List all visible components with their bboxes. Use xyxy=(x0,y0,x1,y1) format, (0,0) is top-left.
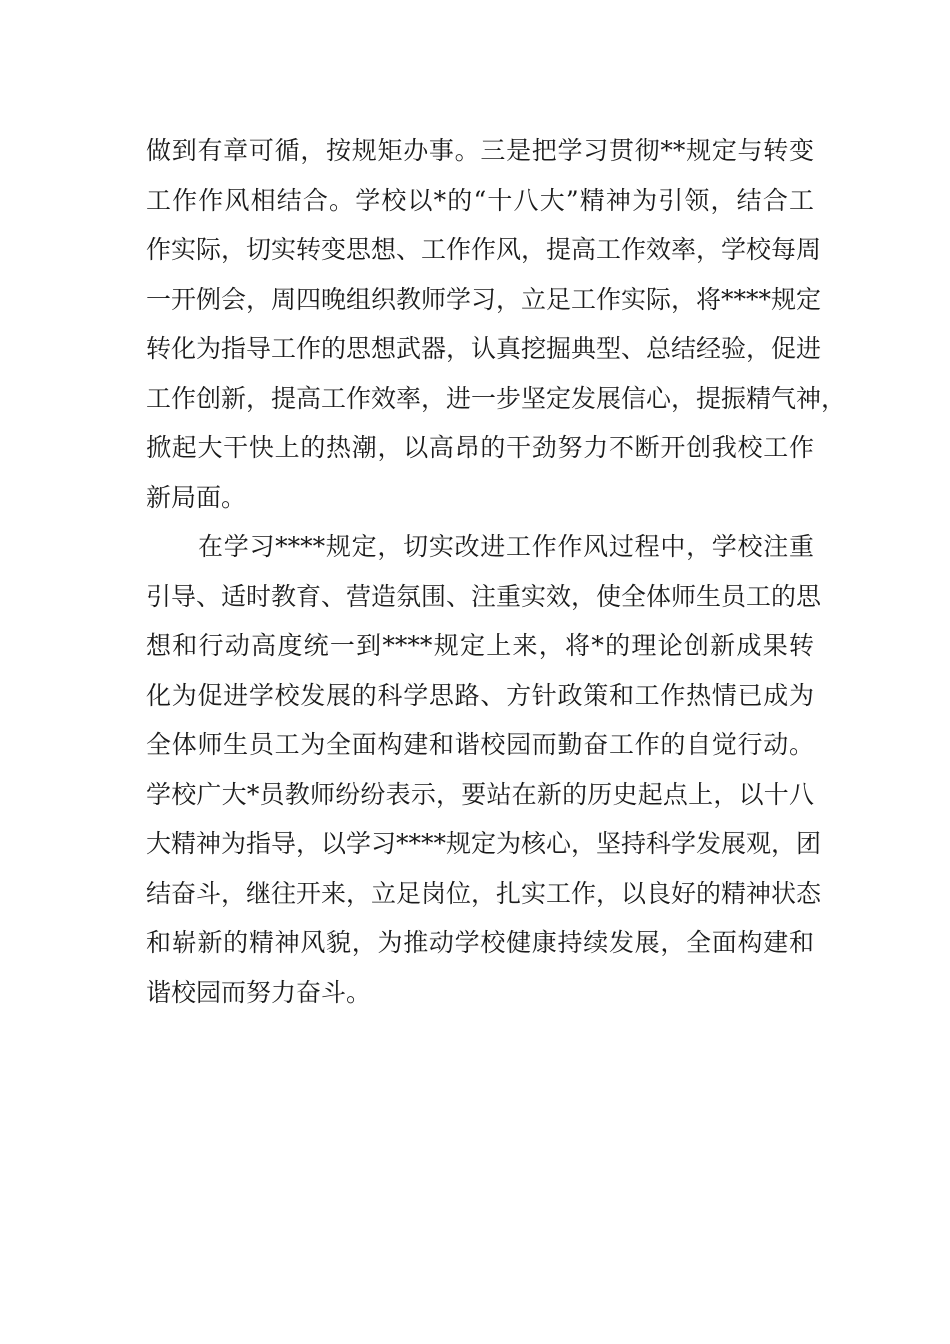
paragraph-line: 工作创新，提高工作效率，进一步坚定发展信心，提振精气神， xyxy=(146,383,847,413)
paragraph-line: 掀起大干快上的热潮，以高昂的干劲努力不断开创我校工作 xyxy=(146,433,814,462)
paragraph-line: 工作作风相结合。学校以*的“十八大”精神为引领，结合工 xyxy=(146,185,814,215)
paragraph-2 xyxy=(146,522,822,1017)
paragraph-line: 转化为指导工作的思想武器，认真挖掘典型、总结经验，促进 xyxy=(146,334,822,363)
paragraph-line: 引导、适时教育、营造氛围、注重实效，使全体师生员工的思 xyxy=(146,581,822,611)
paragraph-line: 谐校园而努力奋斗。 xyxy=(146,977,372,1007)
paragraph-line: 在学习****规定，切实改进工作作风过程中，学校注重 xyxy=(198,532,814,561)
paragraph-line: 大精神为指导，以学习****规定为核心，坚持科学发展观，团 xyxy=(146,829,822,858)
paragraph-line: 和崭新的精神风貌，为推动学校健康持续发展，全面构建和 xyxy=(146,928,814,957)
paragraph-line: 做到有章可循，按规矩办事。三是把学习贯彻**规定与转变 xyxy=(146,136,814,165)
paragraph-line: 化为促进学校发展的科学思路、方针政策和工作热情已成为 xyxy=(146,680,814,710)
paragraph-line: 全体师生员工为全面构建和谐校园而勤奋工作的自觉行动。 xyxy=(146,730,814,759)
document-body xyxy=(146,126,847,1017)
paragraph-line: 想和行动高度统一到****规定上来，将*的理论创新成果转 xyxy=(146,631,814,660)
paragraph-line: 结奋斗，继往开来，立足岗位，扎实工作，以良好的精神状态 xyxy=(146,878,822,908)
paragraph-line: 学校广大*员教师纷纷表示，要站在新的历史起点上，以十八 xyxy=(146,779,814,809)
paragraph-line: 一开例会，周四晚组织教师学习，立足工作实际，将****规定 xyxy=(146,284,822,314)
paragraph-line: 作实际，切实转变思想、工作作风，提高工作效率，学校每周 xyxy=(146,235,822,264)
paragraph-line: 新局面。 xyxy=(146,482,247,512)
paragraph-1 xyxy=(146,126,847,522)
